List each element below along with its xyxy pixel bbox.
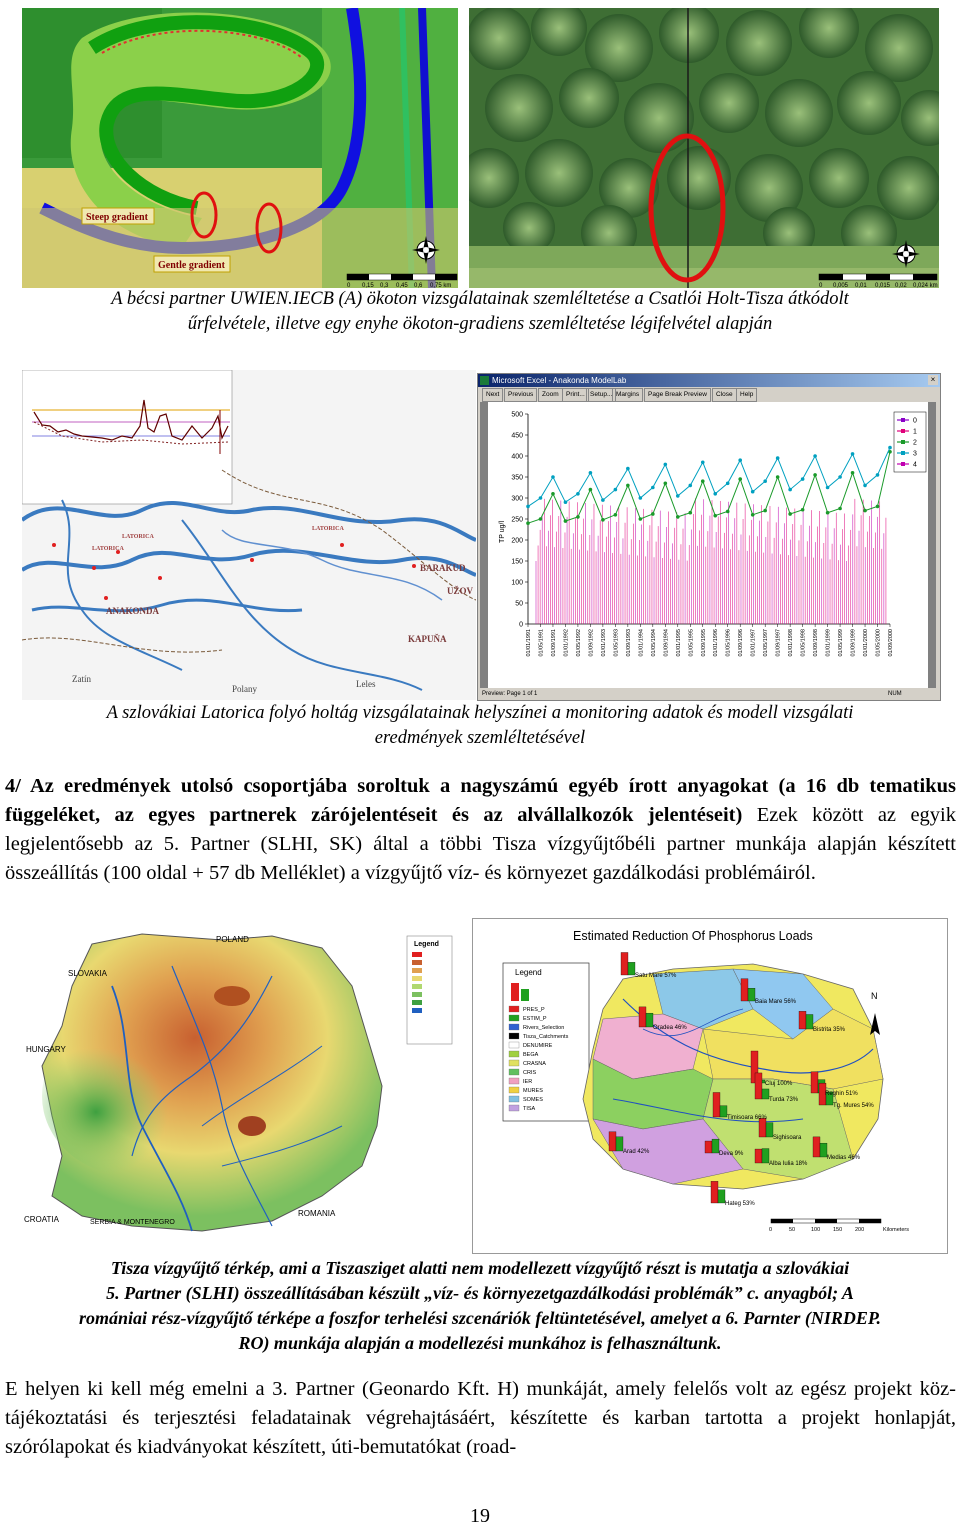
croatia-label: CROATIA [24,1215,59,1224]
x-tick-label: 01/09/1991 [550,629,557,657]
legend-label: 2 [913,439,917,447]
hungary-label: HUNGARY [26,1045,66,1054]
scale-tick: 200 [855,1227,865,1233]
tp-chart-svg [480,402,936,688]
legend-swatch [509,1051,519,1057]
x-tick-label: 01/09/1995 [700,629,707,657]
city-label: Reghin 51% [825,1091,858,1097]
series-point [701,461,705,465]
series-point [614,513,618,517]
legend-swatch [509,1105,519,1111]
estim-p-bar [712,1139,719,1153]
scale-tick: 0,005 [833,283,849,288]
toolbar-button-print[interactable]: Print... [562,388,589,402]
north-label: N [871,991,878,1001]
x-tick-label: 01/05/1997 [763,629,770,657]
series-point [776,475,780,479]
estim-p-bar [616,1137,623,1151]
series-point [801,508,805,512]
series-point [813,454,817,458]
series-point [651,512,655,516]
series-point [726,510,730,514]
city-label: Baia Mare 56% [755,999,797,1005]
y-tick-label: 300 [511,495,523,503]
x-tick-label: 01/01/1995 [675,629,682,657]
legend-item: CRASNA [523,1061,546,1067]
legend-marker [901,462,905,466]
leles-label: Leles [356,679,376,689]
scale-tick: 100 [811,1227,821,1233]
zatin-label: Zatín [72,674,91,684]
series-point [763,509,767,513]
y-tick-label: 400 [511,453,523,461]
legend-swatch [509,1078,519,1084]
ecotone-aerial-photo [469,8,939,288]
series-point [626,484,630,488]
pres-p-bar [639,1007,646,1027]
series-point [713,492,717,496]
estim-p-bar [762,1149,769,1163]
estim-p-bar [718,1190,725,1203]
figure1-caption-line1: A bécsi partner UWIEN.IECB (A) ökoton vizsgálatainak szemléltetése a Csatlói Holt-Tisza átkódolt [111,289,849,309]
series-point [626,467,630,471]
city-label: Oradea 46% [653,1025,687,1031]
series-point [813,473,817,477]
excel-window-title: Microsoft Excel - Anakonda ModelLab [492,376,627,385]
series-point [738,477,742,481]
series-point [738,458,742,462]
estim-p-bar [766,1123,773,1137]
series-point [763,479,767,483]
pres-p-bar [759,1118,766,1137]
series-point [863,509,867,513]
legend-item: DENUMIRE [523,1043,553,1049]
city-label: Bistrita 35% [813,1027,846,1033]
city-label: Deva 9% [719,1151,744,1157]
scale-tick: 0,024 km [913,283,938,288]
city-label: Hateg 53% [725,1201,755,1207]
series-point [838,475,842,479]
series-point [876,505,880,509]
x-tick-label: 01/01/1999 [825,629,832,657]
city-label: Sighisoara [773,1135,802,1141]
x-tick-label: 01/05/1999 [838,629,845,657]
y-tick-label: 0 [519,621,523,629]
anakonda-label: ANAKONDA [106,606,159,616]
estim-p-bar [762,1089,769,1099]
chart-legend [894,412,926,472]
legend-item: SOMES [523,1097,543,1103]
series-point [701,479,705,483]
polany-label: Polany [232,684,258,694]
geonardo-paragraph: E helyen ki kell még emelni a 3. Partner (Geonardo Kft. H) munkáját, amely felelős volt az egész projekt köz-tájékoztatási és terjesztési feladatainak végrehajtásáért, készítette és karban tartotta a projekt honlapját, szórólapokat és kiadványokat készített, úti-bemutatókat (road- [5,1378,956,1458]
y-tick-label: 250 [511,516,523,524]
y-tick-label: 350 [511,474,523,482]
phosphorus-map-title: Estimated Reduction Of Phosphorus Loads [573,929,813,943]
classified-map-svg [22,8,458,288]
x-tick-label: 01/01/2000 [863,629,870,657]
romania-label: ROMANIA [298,1209,336,1218]
series-point [713,514,717,518]
x-tick-label: 01/05/2000 [875,629,882,657]
city-label: Tg. Mures 54% [833,1103,874,1109]
legend-item: BEGA [523,1052,539,1058]
estim-p-bar [646,1013,653,1027]
estim-p-bar [820,1143,827,1157]
figure3-caption-line3: romániai rész-vízgyűjtő térképe a foszfor terhelési szcenáriók feltüntetésével, amelyet a 6. Parnter (NIRDEP. [78,1308,882,1328]
y-axis-label: TP ug/l [499,520,506,544]
pres-p-bar [621,952,628,975]
series-point [788,488,792,492]
legend-swatch [509,1060,519,1066]
legend-swatch [509,1087,519,1093]
slovakia-label: SLOVAKIA [68,969,107,978]
city-label: Alba Iulia 18% [769,1161,808,1167]
x-tick-label: 01/01/1992 [563,629,570,657]
legend-item: Rivers_Selection [523,1025,565,1031]
steep-gradient-label: Steep gradient [86,212,148,223]
legend-item: ESTIM_P [523,1016,547,1022]
pres-p-bar [755,1149,762,1163]
preview-area [480,402,936,688]
pres-p-bar [811,1072,818,1093]
latorica-map-svg [22,370,476,700]
results-paragraph [5,772,956,888]
legend-label: 4 [913,461,917,469]
series-point [539,517,543,521]
series-point [551,475,555,479]
x-tick-label: 01/09/1999 [850,629,857,657]
series-point [851,452,855,456]
series-point [576,492,580,496]
series-point [826,486,830,490]
x-tick-label: 01/05/1993 [613,629,620,657]
series-point [526,505,530,509]
svg-text:LATORICA: LATORICA [122,534,154,540]
series-point [851,471,855,475]
legend-item: CRIS [523,1070,537,1076]
scale-tick: 50 [789,1227,796,1233]
scale-tick: 0 [819,283,823,288]
figure3-caption-line4: RO) munkája alapján a modellezési munkához is felhasználtunk. [238,1333,722,1353]
series-point [826,511,830,515]
scale-tick: 0 [769,1227,773,1233]
excel-app-icon [480,376,489,385]
x-tick-label: 01/01/1994 [638,629,645,657]
series-point [564,500,568,504]
x-tick-label: 01/05/1994 [650,629,657,657]
x-tick-label: 01/05/1992 [575,629,582,657]
series-point [539,496,543,500]
legend-item: PRES_P [523,1007,545,1013]
series-point [576,515,580,519]
scale-tick: 0 [347,283,351,288]
series-point [664,482,668,486]
kapuna-label: KAPUŇA [408,634,447,644]
legend-item: MURES [523,1088,543,1094]
legend-marker [901,451,905,455]
estim-p-bar [628,962,635,975]
city-label: Arad 42% [623,1149,650,1155]
phosphorus-map-svg [473,919,947,1253]
estim-p-bar [806,1014,813,1029]
pres-p-bar [711,1181,718,1203]
series-point [551,492,555,496]
legend-swatch [509,1042,519,1048]
tisza-relief-svg [22,926,472,1254]
y-tick-label: 100 [511,579,523,587]
legend-marker [901,418,905,422]
y-tick-label: 450 [511,432,523,440]
legend-swatch [509,1024,519,1030]
ecotone-classified-map [22,8,458,288]
x-tick-label: 01/01/1997 [750,629,757,657]
toolbar-button-setup[interactable]: Setup... [586,388,616,402]
scale-tick: 0,01 [855,283,867,288]
uzov-label: UŽOV [447,586,474,596]
x-tick-label: 01/09/1992 [588,629,595,657]
close-icon[interactable]: × [928,375,938,385]
series-point [651,486,655,490]
figure3-caption-line1: Tisza vízgyűjtő térkép, ami a Tiszasziget alatti nem modellezett vízgyűjtő részt is mutatja a szlovákiai [110,1258,850,1278]
x-tick-label: 01/01/1991 [526,629,532,657]
city-label: Turda 73% [769,1097,799,1103]
series-point [788,512,792,516]
serbia-label: SERBIA & MONTENEGRO [90,1219,175,1226]
results-paragraph-text: Ezek között az egyik legjelentősebb az 5. Partner (SLHI, SK) által a többi Tisza vízgyűjtőbéli partner munkája alapján készített összeállítás (100 oldal + 57 db Melléklet) a vízgyűjtő víz- és környezet gazdálkodási problémáiról. [5,804,957,884]
pres-p-bar [705,1141,712,1153]
legend-swatch [509,1015,519,1021]
pres-p-bar [609,1132,616,1151]
poland-label: POLAND [216,935,249,944]
series-point [688,511,692,515]
svg-text:LATORICA: LATORICA [312,526,344,532]
x-tick-label: 01/01/1998 [788,629,795,657]
phosphorus-legend-title: Legend [515,968,542,977]
series-point [688,484,692,488]
toolbar-button-previous[interactable]: Previous [504,388,537,402]
scale-tick: 0,45 [396,283,408,288]
figure3-caption-line2: 5. Partner (SLHI) összeállításában készült „víz- és környezetgazdálkodási problémák” c. anyagból; A [106,1283,854,1303]
scale-tick: 0,015 [875,283,891,288]
series-point [801,477,805,481]
pres-p-bar [755,1073,762,1099]
status-bar [478,688,940,700]
series-point [601,518,605,522]
latorica-monitoring-map [22,370,476,700]
y-tick-label: 500 [511,411,523,419]
x-tick-label: 01/09/1998 [813,629,820,657]
tisza-catchment-relief-map [22,926,472,1254]
scale-tick: 0,15 [362,283,374,288]
x-tick-label: 01/09/1993 [625,629,632,657]
pres-p-bar [713,1092,720,1117]
series-point [589,471,593,475]
status-right: NUM [888,691,902,697]
excel-titlebar [478,374,940,387]
series-point [838,507,842,511]
barakud-label: BARAKUD [420,563,466,573]
legend-marker [901,440,905,444]
series-point [676,494,680,498]
series-point [614,488,618,492]
pres-p-bar [741,979,748,1001]
toolbar-button-help[interactable]: Help [736,388,757,402]
series-point [664,463,668,467]
aerial-photo-svg [469,8,939,288]
excel-toolbar [478,387,940,401]
x-tick-label: 01/09/1996 [738,629,745,657]
relief-legend-title: Legend [414,941,439,948]
series-point [751,513,755,517]
toolbar-button-next[interactable]: Next [482,388,503,402]
excel-window [477,373,941,701]
legend-swatch [509,1096,519,1102]
legend-item: Tisza_Catchments [523,1034,569,1040]
figure2-caption-line2: eredmények szemléltetésével [374,728,586,748]
x-tick-label: 01/01/1996 [713,629,720,657]
series-point [526,521,530,525]
series-point [639,517,643,521]
city-label: Cluj 100% [765,1081,793,1087]
series-point [676,515,680,519]
pres-p-bar [799,1011,806,1029]
phosphorus-loads-map [472,918,948,1254]
scale-tick: 0,3 [380,283,389,288]
pres-p-bar [813,1137,820,1157]
x-tick-label: 01/01/1993 [600,629,607,657]
y-tick-label: 50 [515,600,523,608]
figure1-caption-line2: űrfelvétele, illetve egy enyhe ökoton-gradiens szemléltetése légifelvétel alapján [187,314,773,334]
toolbar-button-page-break[interactable]: Page Break Preview [644,388,711,402]
page-number: 19 [470,1505,490,1527]
x-tick-label: 01/05/1995 [688,629,695,657]
gentle-gradient-label: Gentle gradient [158,260,225,271]
series-point [601,498,605,502]
legend-item: TISA [523,1106,536,1112]
scale-tick: 0,75 km [430,283,452,288]
x-tick-label: 01/05/1996 [725,629,732,657]
series-point [863,484,867,488]
x-tick-label: 01/05/1998 [800,629,807,657]
scale-tick: Kilometers [883,1227,909,1233]
x-tick-label: 01/09/2000 [888,629,894,657]
toolbar-button-margins[interactable]: Margins [612,388,643,402]
legend-marker [901,429,905,433]
series-point [776,456,780,460]
legend-swatch [509,1069,519,1075]
svg-text:LATORICA: LATORICA [92,546,124,552]
series-point [726,482,730,486]
city-label: Timisoara 66% [727,1115,767,1121]
city-label: Satu Mare 57% [635,973,677,979]
city-label: Medias 46% [827,1155,861,1161]
scale-tick: 150 [833,1227,843,1233]
results-paragraph-bold: 4/ Az eredmények utolsó csoportjába soroltuk a nagyszámú egyéb írott anyagokat (a 16 db tematikus függeléket, az egyes partnerek zárójelentéseit és az alvállalkozók jelentéseit) [5,775,956,826]
series-point [589,488,593,492]
legend-item: IER [523,1079,533,1085]
figure2-caption-line1: A szlovákiai Latorica folyó holtág vizsgálatainak helyszínei a monitoring adatok és modell vizsgálati [106,703,854,723]
series-point [751,490,755,494]
legend-label: 3 [913,450,917,458]
estim-p-bar [720,1106,727,1117]
y-tick-label: 150 [511,558,523,566]
series-point [564,519,568,523]
series-point [876,473,880,477]
legend-label: 1 [913,428,917,436]
x-tick-label: 01/09/1994 [663,629,670,657]
toolbar-button-close[interactable]: Close [712,388,737,402]
toolbar-button-zoom[interactable]: Zoom [538,388,563,402]
x-tick-label: 01/05/1991 [538,629,545,657]
scale-tick: 0,02 [895,283,907,288]
status-left: Preview: Page 1 of 1 [482,691,538,697]
estim-p-bar [748,988,755,1001]
series-point [888,446,892,450]
series-point [639,496,643,500]
legend-label: 0 [913,417,917,425]
scale-tick: 0,6 [414,283,423,288]
legend-swatch [509,1006,519,1012]
legend-swatch [509,1033,519,1039]
x-tick-label: 01/09/1997 [775,629,782,657]
y-tick-label: 200 [511,537,523,545]
north-arrow-icon [870,1013,880,1035]
